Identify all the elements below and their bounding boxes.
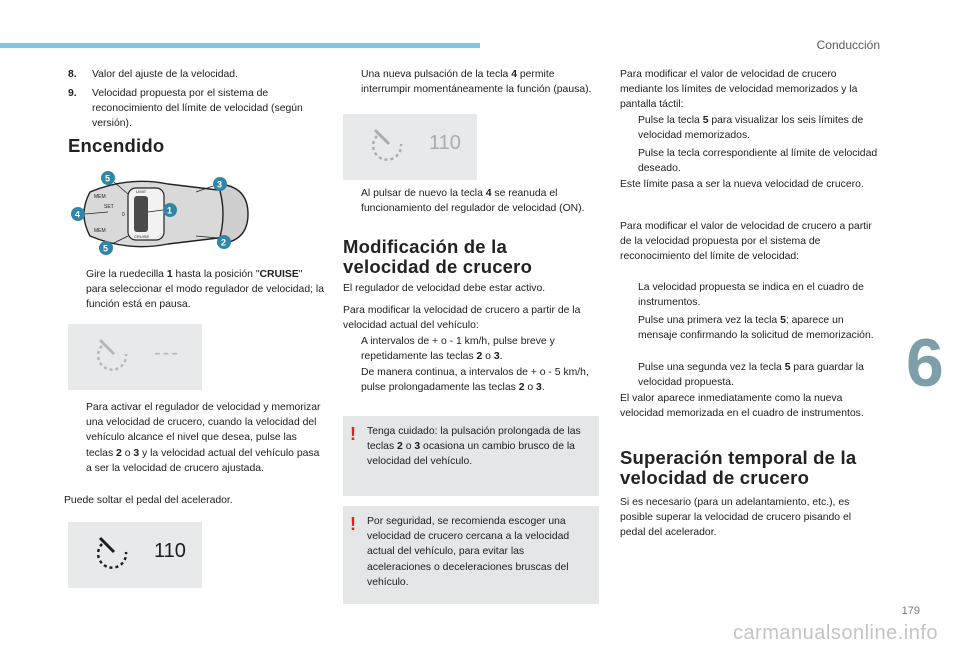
warning-box-1: ! Tenga cuidado: la pulsación prolongada de las teclas 2 o 3 ocasiona un cambio brusco de la velocidad del vehículo. <box>343 416 599 496</box>
list-item-9: 9. Velocidad propuesta por el sistema de reconocimiento del límite de velocidad (según versión). <box>68 88 303 130</box>
lever-label: LIMIT <box>136 189 147 194</box>
cruise-lever-illustration <box>68 166 258 262</box>
regulador-text: El regulador de velocidad debe estar activo. <box>343 283 546 294</box>
lever-label: MEM <box>94 194 106 200</box>
bullet-marker <box>620 113 638 143</box>
heading-modificacion: Modificación de la velocidad de crucero <box>343 236 533 277</box>
bullet-tecla5: Pulse la tecla 5 para visualizar los seis límites de velocidad memorizados. <box>620 113 878 143</box>
bullet-nueva: Una nueva pulsación de la tecla 4 permite interrumpir momentáneamente la función (pausa). <box>343 67 599 97</box>
warning-box-2: ! Por seguridad, se recomienda escoger una velocidad de crucero cercana a la velocidad actual del vehículo, para evitar las aceleraciones o deceleraciones bruscas del vehículo. <box>343 506 599 604</box>
speedometer-pause-icon <box>68 324 202 390</box>
warning-icon: ! <box>350 514 356 534</box>
bullet-indica: La velocidad propuesta se indica en el cuadro de instrumentos. <box>620 280 878 310</box>
bullet-intervalos: A intervalos de + o - 1 km/h, pulse breve y repetidamente las teclas 2 o 3. <box>343 334 599 364</box>
svg-text:5: 5 <box>103 243 109 254</box>
lever-label: CRUISE <box>134 234 150 239</box>
bullet-marker <box>620 313 638 343</box>
display-pause-value: --- <box>154 342 180 364</box>
bullet-continua: De manera continua, a intervalos de + o - 5 km/h, pulse prolongadamente las teclas 2 o 3. <box>343 365 599 395</box>
svg-text:1: 1 <box>167 205 173 216</box>
display-active <box>68 522 202 588</box>
heading-superacion: Superación temporal de la velocidad de crucero <box>620 447 857 488</box>
soltar-text: Puede soltar el pedal del acelerador. <box>64 495 233 506</box>
chapter-tab: 6 <box>900 322 960 404</box>
lever-label: SET <box>104 204 114 210</box>
bullet-marker <box>620 146 638 176</box>
warning-icon: ! <box>350 424 356 444</box>
svg-text:4: 4 <box>75 209 81 220</box>
bullet-marker <box>68 267 86 313</box>
bullet-marker <box>620 360 638 390</box>
bullet-marker <box>343 334 361 364</box>
display-paused-value: 110 <box>429 132 461 154</box>
svg-text:5: 5 <box>105 173 111 184</box>
para-modificar-text: Para modificar la velocidad de crucero a partir de la velocidad actual del vehículo: <box>343 305 581 332</box>
bullet-marker <box>343 186 361 216</box>
bullet-marker <box>620 280 638 310</box>
display-paused-110 <box>343 114 477 180</box>
heading-encendido: Encendido <box>68 135 165 156</box>
list-item-8: 8. Valor del ajuste de la velocidad. <box>68 69 238 80</box>
bullet-marker <box>343 365 361 395</box>
para-propuesta-text: Para modificar el valor de velocidad de crucero a partir de la velocidad propuesta por el sistema de reconocimiento del límite de velocidad: <box>620 221 872 263</box>
bullet-activar: Para activar el regulador de velocidad y memorizar una velocidad de crucero, cuando la velocidad del vehículo alcance el nivel que desea, pulse las teclas 2 o 3 y la velocidad actual del vehículo pasa a ser la velocidad de crucero ajustada. <box>68 400 324 476</box>
top-accent-bar <box>0 43 480 48</box>
page-number: 179 <box>901 605 920 617</box>
display-pause <box>68 324 202 390</box>
para-limites-text: Para modificar el valor de velocidad de crucero mediante los límites de velocidad memorizados y la pantalla táctil: <box>620 69 858 111</box>
bullet-correspondiente: Pulse la tecla correspondiente al límite de velocidad deseado. <box>620 146 878 176</box>
section-title: Conducción <box>816 38 880 52</box>
este-limite-text: Este límite pasa a ser la nueva velocidad de crucero. <box>620 179 864 190</box>
watermark: carmanualsonline.info <box>732 622 938 644</box>
valor-aparece-text: El valor aparece inmediatamente como la nueva velocidad memorizada en el cuadro de instrumentos. <box>620 393 864 420</box>
svg-text:2: 2 <box>221 237 227 248</box>
bullet-marker <box>68 400 86 476</box>
superacion-text: Si es necesario (para un adelantamiento, etc.), es posible superar la velocidad de crucero pisando el pedal del acelerador. <box>620 497 852 539</box>
bullet-gire: Gire la ruedecilla 1 hasta la posición "CRUISE" para seleccionar el modo regulador de velocidad; la función está en pausa. <box>68 267 324 313</box>
svg-text:3: 3 <box>217 179 223 190</box>
lever-label: 0 <box>122 212 125 218</box>
bullet-primera: Pulse una primera vez la tecla 5; aparece un mensaje confirmando la solicitud de memorización. <box>620 313 878 343</box>
display-active-value: 110 <box>154 540 186 562</box>
bullet-marker <box>343 67 361 97</box>
bullet-segunda: Pulse una segunda vez la tecla 5 para guardar la velocidad propuesta. <box>620 360 878 390</box>
bullet-pulsar: Al pulsar de nuevo la tecla 4 se reanuda el funcionamiento del regulador de velocidad (ON). <box>343 186 599 216</box>
lever-label: MEM <box>94 228 106 234</box>
